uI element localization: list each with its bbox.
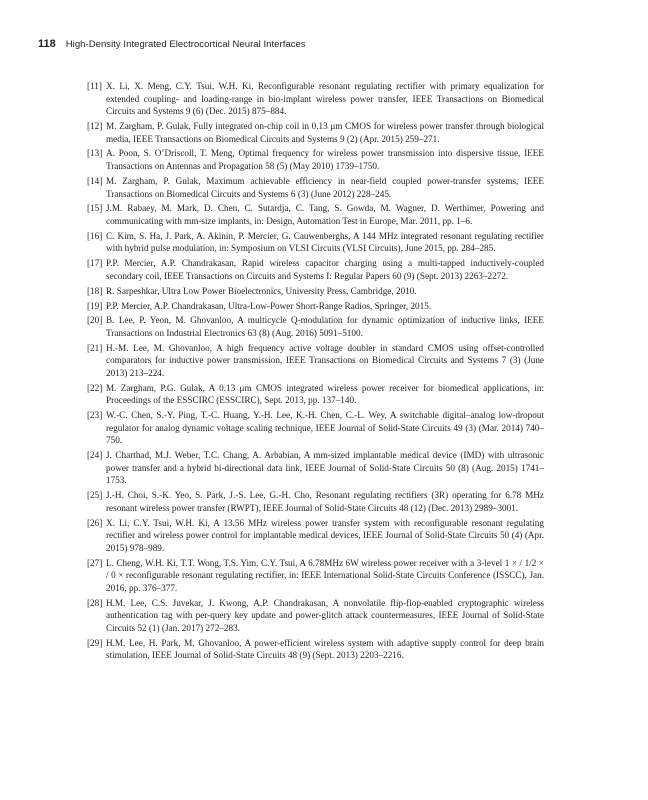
reference-item (87, 597, 544, 635)
reference-label: [15] (87, 203, 103, 214)
reference-text: H.M. Lee, H. Park, M. Ghovanloo, A power-efficient wireless system with adaptive supply control for deep brain stimulation, IEEE Journal of Solid-State Circuits 48 (9) (Sept. 2013) 2203–2216. (106, 637, 544, 661)
book-title: High-Density Integrated Electrocortical Neural Interfaces (65, 39, 306, 50)
reference-label: [28] (87, 597, 103, 608)
reference-item (87, 382, 544, 407)
reference-text: P.P. Mercier, A.P. Chandrakasan, Rapid wireless capacitor charging using a multi-tapped inductively-coupled secondary coil, IEEE Transactions on Circuits and Systems I: Regular Papers 60 (9) (Sept. 2013) 2263–2272. (106, 258, 544, 281)
reference-label: [18] (87, 285, 103, 296)
reference-item (87, 285, 544, 298)
reference-text: C. Kim, S. Ha, J. Park, A. Akinin, P. Mercier, G. Cauwenberghs, A 144 MHz integrated resonant regulating rectifier with hybrid pulse modulation, in: Symposium on VLSI Circuits (VLSI Circuits), June 2015, pp. 284–285. (106, 230, 544, 254)
reference-text: M. Zargham, P. Gulak, Fully integrated on-chip coil in 0.13 μm CMOS for wireless power transfer through biological media, IEEE Transactions on Biomedical Circuits and Systems 9 (2) (Apr. 2015) 259–271. (106, 121, 544, 144)
reference-text: L. Cheng, W.H. Ki, T.T. Wong, T.S. Yim, C.Y. Tsui, A 6.78MHz 6W wireless power receiver with a 3-level 1 × / 1/2 × / 0 × reconfigurable resonant regulating rectifier, in: IEEE International Solid-State Circuits Conference (ISSCC), Jan. 2016, pp. 376–377. (106, 557, 544, 593)
reference-label: [13] (87, 148, 103, 159)
reference-text: M. Zargham, P. Gulak, Maximum achievable efficiency in near-field coupled power-transfer systems, IEEE Transactions on Biomedical Circuits and Systems 6 (3) (June 2012) 228–245. (106, 175, 544, 199)
reference-item (87, 202, 544, 227)
page-number: 118 (38, 38, 56, 50)
reference-text: X. Li, X. Meng, C.Y. Tsui, W.H. Ki, Reconfigurable resonant regulating rectifier with primary equalization for extended coupling- and loading-range in bio-implant wireless power transfer, IEEE Transactions on Biomedical Circuits and Systems 9 (6) (Dec. 2015) 875–884. (106, 81, 544, 117)
reference-text: H.M. Lee, C.S. Juvekar, J. Kwong, A.P. Chandrakasan, A nonvolatile flip-flop-enabled cryptographic wireless authentication tag with per-query key update and power-glitch attack countermeasures, IEEE Journal of Solid-State Circuits 52 (1) (Jan. 2017) 272–283. (106, 597, 544, 633)
reference-text: J. Charthad, M.J. Weber, T.C. Chang, A. Arbabian, A mm-sized implantable medical device (IMD) with ultrasonic power transfer and a hybrid bi-directional data link, IEEE Journal of Solid-State Circuits 50 (8) (Aug. 2015) 1741–1753. (106, 450, 544, 486)
reference-label: [27] (87, 557, 103, 568)
reference-text: W.-C. Chen, S.-Y. Ping, T.-C. Huang, Y.-H. Lee, K.-H. Chen, C.-L. Wey, A switchable digital–analog low-dropout regulator for analog dynamic voltage scaling technique, IEEE Journal of Solid-State Circuits 49 (3) (Mar. 2014) 740–750. (106, 410, 544, 446)
reference-text: X. Li, C.Y. Tsui, W.H. Ki, A 13.56 MHz wireless power transfer system with reconfigurable resonant regulating rectifier and wireless power control for implantable medical devices, IEEE Journal of Solid-State Circuits 50 (4) (Apr. 2015) 978–989. (106, 517, 544, 553)
reference-text: H.-M. Lee, M. Ghovanloo, A high frequency active voltage doubler in standard CMOS using offset-controlled comparators for inductive power transmission, IEEE Transactions on Biomedical Circuits and Systems 7 (3) (June 2013) 213–224. (106, 342, 544, 378)
reference-label: [26] (87, 517, 103, 528)
running-head (38, 38, 306, 50)
reference-label: [20] (87, 315, 103, 326)
reference-label: [22] (87, 382, 103, 393)
reference-item (87, 517, 544, 555)
reference-item (87, 175, 544, 200)
reference-label: [14] (87, 175, 103, 186)
reference-label: [16] (87, 230, 103, 241)
reference-item (87, 449, 544, 487)
reference-item (87, 120, 544, 145)
reference-item (87, 230, 544, 255)
reference-item (87, 342, 544, 380)
reference-item (87, 409, 544, 447)
reference-text: J.-H. Choi, S.-K. Yeo, S. Park, J.-S. Lee, G.-H. Cho, Resonant regulating rectifiers (3R) operating for 6.78 MHz resonant wireless power transfer (RWPT), IEEE Journal of Solid-State Circuits 48 (12) (Dec. 2013) 2989–3001. (106, 490, 544, 513)
reference-item (87, 80, 544, 118)
reference-text: B. Lee, P. Yeon, M. Ghovanloo, A multicycle Q-modulation for dynamic optimization of inductive links, IEEE Transactions on Industrial Electronics 63 (8) (Aug. 2016) 5091–5100. (106, 315, 544, 338)
reference-label: [19] (87, 300, 103, 311)
reference-label: [21] (87, 342, 103, 353)
reference-label: [17] (87, 258, 103, 269)
reference-label: [24] (87, 450, 103, 461)
reference-label: [12] (87, 121, 103, 132)
reference-item (87, 257, 544, 282)
reference-label: [23] (87, 410, 103, 421)
reference-item (87, 147, 544, 172)
reference-label: [11] (87, 81, 102, 91)
reference-item (87, 637, 544, 662)
reference-item (87, 314, 544, 339)
reference-text: M. Zargham, P.G. Gulak, A 0.13 μm CMOS integrated wireless power receiver for biomedical applications, in: Proceedings of the ESSCIRC (ESSCIRC), Sept. 2013, pp. 137–140. (106, 382, 544, 406)
reference-text: R. Sarpeshkar, Ultra Low Power Bioelectronics, University Press, Cambridge, 2010. (106, 285, 417, 296)
reference-text: A. Poon, S. O’Driscoll, T. Meng, Optimal frequency for wireless power transmission into dispersive tissue, IEEE Transactions on Antennas and Propagation 58 (5) (May 2010) 1739–1750. (106, 148, 544, 172)
reference-item (87, 557, 544, 595)
reference-item (87, 300, 544, 313)
reference-item (87, 489, 544, 514)
reference-list (87, 80, 544, 664)
reference-label: [29] (87, 637, 103, 648)
reference-label: [25] (87, 490, 103, 501)
reference-text: P.P. Mercier, A.P. Chandrakasan, Ultra-Low-Power Short-Range Radios, Springer, 2015. (106, 300, 432, 311)
reference-text: J.M. Rabaey, M. Mark, D. Chen, C. Sutardja, C. Tang, S. Gowda, M. Wagner, D. Werthimer, Powering and communicating with mm-size implants, in: Design, Automation Test in Europe, Mar. 2011, pp. 1–6. (106, 203, 544, 226)
